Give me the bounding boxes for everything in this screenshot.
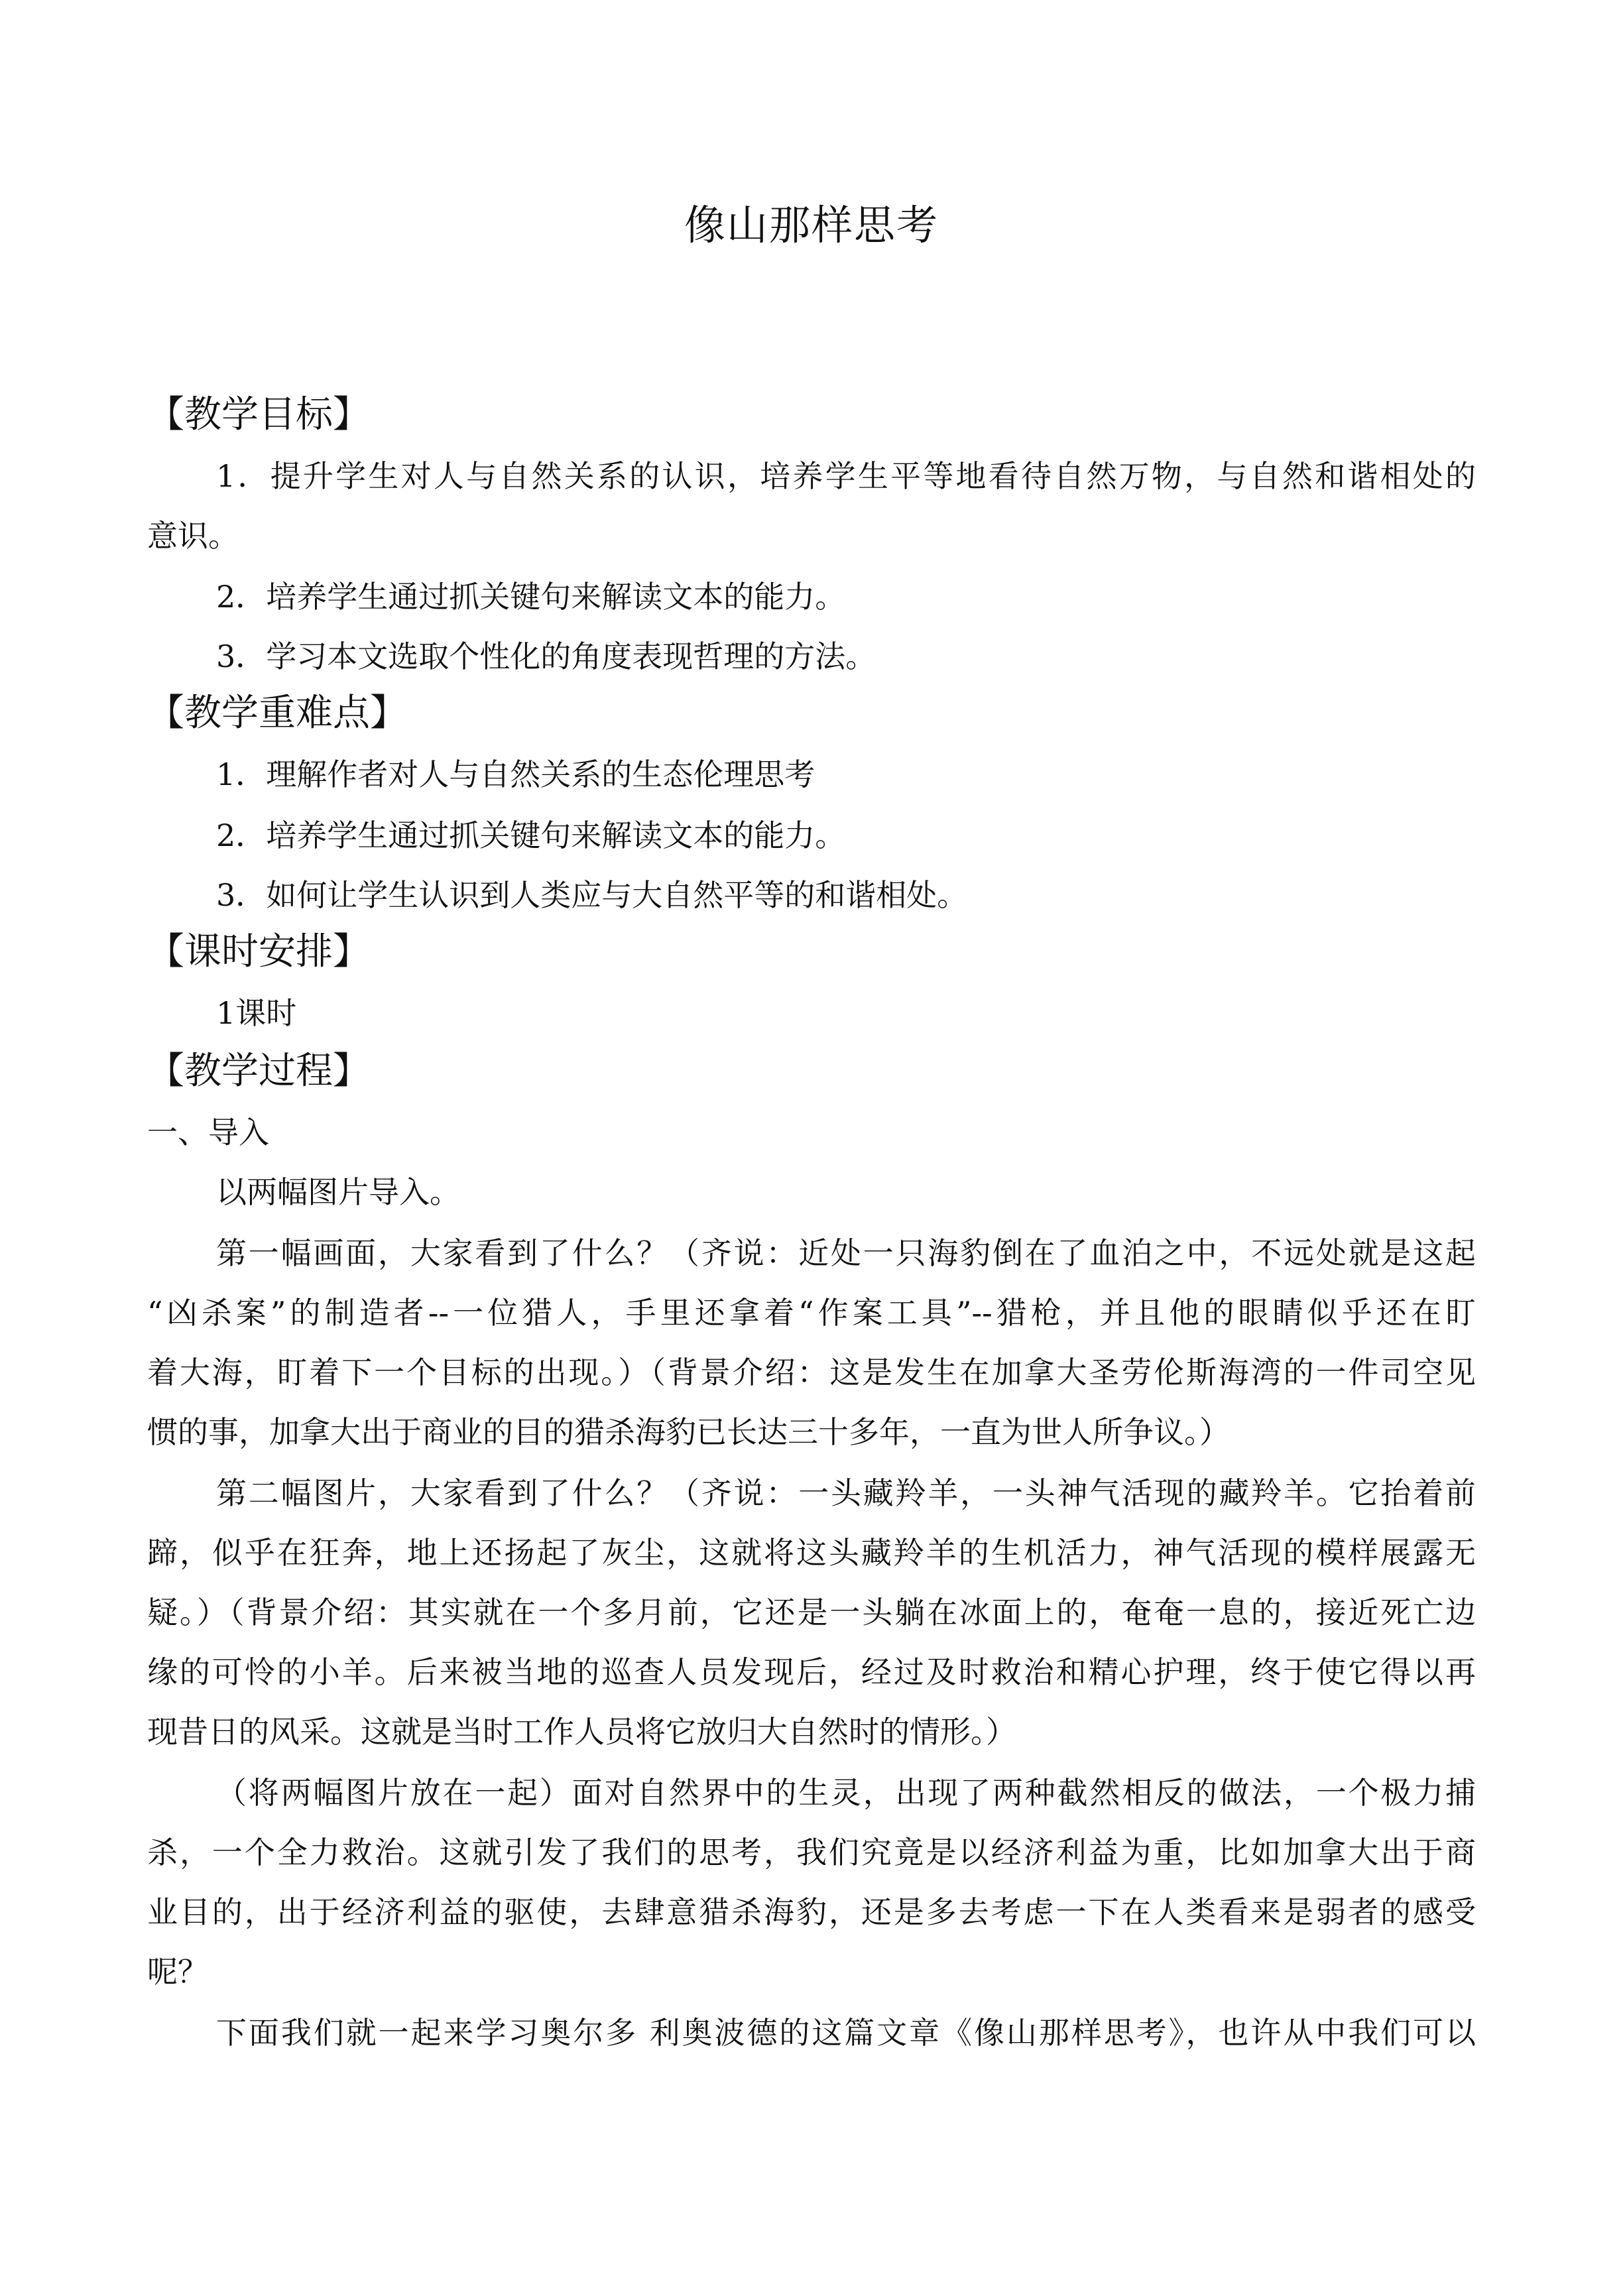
paragraph-3-line-2: 杀，一个全力救治。这就引发了我们的思考，我们究竟是以经济利益为重，比如加拿大出于商 [147, 1835, 1476, 1870]
paragraph-2-line-3: 疑。）（背景介绍：其实就在一个多月前，它还是一头躺在冰面上的，奄奄一息的，接近死亡边 [147, 1595, 1476, 1630]
paragraph-2-line-4: 缘的可怜的小羊。后来被当地的巡查人员发现后，经过及时救治和精心护理，终于使它得以再 [147, 1654, 1476, 1690]
document-title: 像山那样思考 [684, 201, 939, 249]
goal-item-3: 3．学习本文选取个性化的角度表现哲理的方法。 [216, 638, 876, 674]
schedule-value: 1课时 [216, 995, 297, 1031]
heading-teaching-goals: 【教学目标】 [147, 393, 370, 436]
paragraph-3-line-4: 呢？ [147, 1954, 208, 1990]
goal-item-2: 2．培养学生通过抓关键句来解读文本的能力。 [216, 579, 846, 615]
heading-key-points: 【教学重难点】 [147, 692, 407, 735]
goal-item-1-line-2: 意识。 [147, 518, 239, 554]
paragraph-2-line-1: 第二幅图片，大家看到了什么？（齐说：一头藏羚羊，一头神气活现的藏羚羊。它抬着前 [216, 1475, 1476, 1511]
key-point-item-2: 2．培养学生通过抓关键句来解读文本的能力。 [216, 817, 846, 853]
goal-item-1-line-1: 1．提升学生对人与自然关系的认识，培养学生平等地看待自然万物，与自然和谐相处的 [216, 458, 1476, 494]
paragraph-2-line-2: 蹄，似乎在狂奔，地上还扬起了灰尘，这就将这头藏羚羊的生机活力，神气活现的模样展露无 [147, 1535, 1476, 1571]
process-intro-text: 以两幅图片导入。 [216, 1174, 460, 1210]
paragraph-2-line-5: 现昔日的风采。这就是当时工作人员将它放归大自然时的情形。） [147, 1714, 1016, 1750]
paragraph-3-line-1: （将两幅图片放在一起）面对自然界中的生灵，出现了两种截然相反的做法，一个极力捕 [216, 1775, 1476, 1811]
key-point-item-1: 1．理解作者对人与自然关系的生态伦理思考 [216, 756, 815, 792]
paragraph-1-line-2: “凶杀案”的制造者--一位猎人，手里还拿着“作案工具”--猎枪，并且他的眼睛似乎还在盯 [147, 1295, 1476, 1331]
paragraph-1-line-1: 第一幅画面，大家看到了什么？（齐说：近处一只海豹倒在了血泊之中，不远处就是这起 [216, 1235, 1476, 1271]
paragraph-1-line-3: 着大海，盯着下一个目标的出现。）（背景介绍：这是发生在加拿大圣劳伦斯海湾的一件司空见 [147, 1355, 1476, 1390]
paragraph-1-line-4: 惯的事，加拿大出于商业的目的猎杀海豹已长达三十多年，一直为世人所争议。） [147, 1414, 1230, 1450]
key-point-item-3: 3．如何让学生认识到人类应与大自然平等的和谐相处。 [216, 877, 968, 913]
paragraph-3-line-3: 业目的，出于经济利益的驱使，去肆意猎杀海豹，还是多去考虑一下在人类看来是弱者的感受 [147, 1894, 1476, 1930]
heading-teaching-process: 【教学过程】 [147, 1050, 370, 1093]
process-subheading-intro: 一、导入 [147, 1115, 269, 1150]
heading-schedule: 【课时安排】 [147, 930, 370, 973]
paragraph-4-line-1: 下面我们就一起来学习奥尔多 利奥波德的这篇文章《像山那样思考》，也许从中我们可以 [216, 2015, 1476, 2051]
